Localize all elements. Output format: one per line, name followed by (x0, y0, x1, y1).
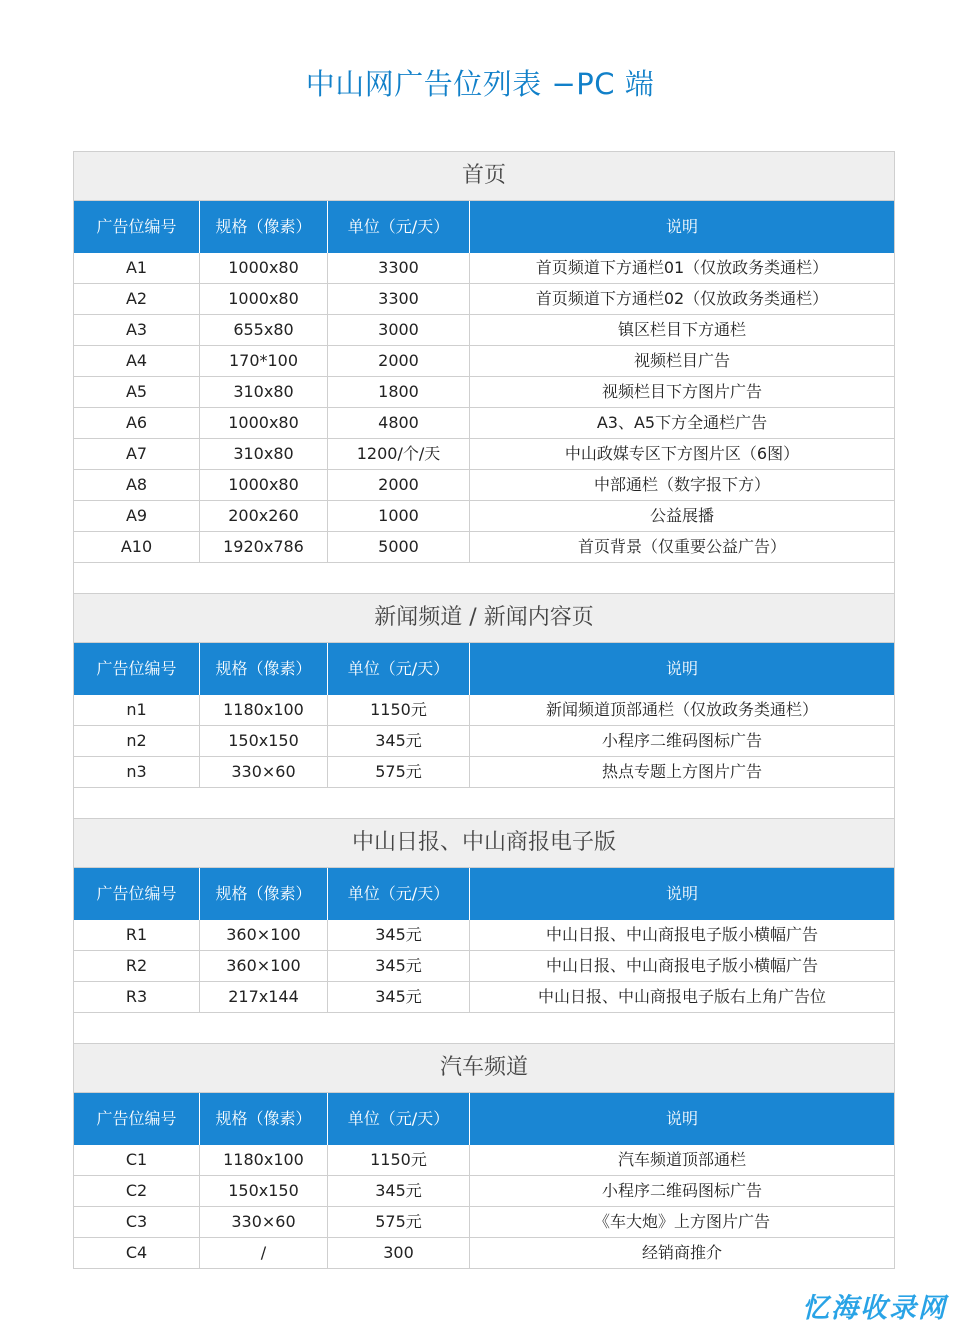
section-spacer (74, 563, 894, 594)
cell-size: 360×100 (200, 920, 328, 950)
table-row (74, 757, 894, 788)
table-row (74, 1207, 894, 1238)
cell-description: 汽车频道顶部通栏 (617, 1150, 746, 1169)
cell-description: 公益展播 (649, 506, 714, 525)
table-row (74, 920, 894, 951)
cell-description: 中山政媒专区下方图片区（6图） (564, 444, 800, 463)
cell-description: 中部通栏（数字报下方） (593, 475, 770, 494)
section-title: 中山日报、中山商报电子版 (74, 819, 894, 868)
cell-price: 345元 (328, 1176, 470, 1206)
cell-price: 1150元 (328, 695, 470, 725)
cell-description: 视频栏目下方图片广告 (601, 382, 762, 401)
cell-id: A7 (74, 439, 200, 469)
cell-size: 170*100 (200, 346, 328, 376)
section-title: 首页 (74, 152, 894, 201)
cell-size: 1000x80 (200, 253, 328, 283)
table-row (74, 1238, 894, 1269)
cell-price: 1800 (328, 377, 470, 407)
section-title: 新闻频道 / 新闻内容页 (74, 594, 894, 643)
cell-price: 345元 (328, 951, 470, 981)
cell-description: 新闻频道顶部通栏（仅放政务类通栏） (545, 700, 818, 719)
table-row (74, 982, 894, 1013)
cell-size: 655x80 (200, 315, 328, 345)
table-row (74, 253, 894, 284)
cell-price: 4800 (328, 408, 470, 438)
header-description: 说明 (665, 1109, 698, 1128)
header-id: 广告位编号 (74, 201, 200, 253)
cell-description: 镇区栏目下方通栏 (617, 320, 746, 339)
cell-price: 300 (328, 1238, 470, 1268)
header-size: 规格（像素） (200, 201, 328, 253)
cell-id: R3 (74, 982, 200, 1012)
cell-description: 中山日报、中山商报电子版右上角广告位 (537, 987, 826, 1006)
cell-price: 3300 (328, 284, 470, 314)
cell-size: 330×60 (200, 757, 328, 787)
table-row (74, 532, 894, 563)
cell-size: 1180x100 (200, 695, 328, 725)
header-id: 广告位编号 (74, 868, 200, 920)
cell-description: 视频栏目广告 (633, 351, 730, 370)
table-row (74, 501, 894, 532)
cell-id: A8 (74, 470, 200, 500)
cell-id: A9 (74, 501, 200, 531)
cell-size: 360×100 (200, 951, 328, 981)
section-auto (74, 1044, 894, 1269)
table-row (74, 377, 894, 408)
header-size: 规格（像素） (200, 868, 328, 920)
cell-description: 中山日报、中山商报电子版小横幅广告 (545, 956, 818, 975)
header-price: 单位（元/天） (328, 643, 470, 695)
table-row (74, 951, 894, 982)
table-row (74, 284, 894, 315)
header-row (74, 643, 894, 695)
section-news (74, 594, 894, 819)
cell-id: C1 (74, 1145, 200, 1175)
header-size: 规格（像素） (200, 1093, 328, 1145)
cell-id: C4 (74, 1238, 200, 1268)
header-row (74, 1093, 894, 1145)
cell-price: 1150元 (328, 1145, 470, 1175)
cell-description: 《车大炮》上方图片广告 (593, 1212, 770, 1231)
table-row (74, 695, 894, 726)
header-size: 规格（像素） (200, 643, 328, 695)
cell-description: 中山日报、中山商报电子版小横幅广告 (545, 925, 818, 944)
cell-price: 1000 (328, 501, 470, 531)
cell-description: A3、A5下方全通栏广告 (596, 413, 768, 432)
cell-price: 5000 (328, 532, 470, 562)
header-description: 说明 (665, 217, 698, 236)
header-description: 说明 (665, 884, 698, 903)
cell-description: 热点专题上方图片广告 (601, 762, 762, 781)
cell-price: 575元 (328, 757, 470, 787)
cell-size: 1000x80 (200, 470, 328, 500)
cell-description: 小程序二维码图标广告 (601, 731, 762, 750)
cell-id: A2 (74, 284, 200, 314)
cell-size: 310x80 (200, 377, 328, 407)
section-epaper (74, 819, 894, 1044)
section-spacer (74, 1013, 894, 1044)
header-id: 广告位编号 (74, 643, 200, 695)
header-row (74, 201, 894, 253)
section-title: 汽车频道 (74, 1044, 894, 1093)
cell-id: C2 (74, 1176, 200, 1206)
ad-slot-table (73, 151, 895, 1269)
table-row (74, 470, 894, 501)
cell-id: C3 (74, 1207, 200, 1237)
cell-description: 小程序二维码图标广告 (601, 1181, 762, 1200)
cell-size: 217x144 (200, 982, 328, 1012)
header-price: 单位（元/天） (328, 201, 470, 253)
section-spacer (74, 788, 894, 819)
table-row (74, 1176, 894, 1207)
table-row (74, 1145, 894, 1176)
table-row (74, 408, 894, 439)
cell-description: 首页频道下方通栏02（仅放政务类通栏） (535, 289, 829, 308)
header-price: 单位（元/天） (328, 1093, 470, 1145)
cell-size: / (200, 1238, 328, 1268)
cell-id: A6 (74, 408, 200, 438)
cell-price: 345元 (328, 726, 470, 756)
cell-id: n2 (74, 726, 200, 756)
page-title: 中山网广告位列表 −PC 端 (305, 67, 655, 101)
cell-id: n3 (74, 757, 200, 787)
cell-price: 2000 (328, 470, 470, 500)
cell-size: 1180x100 (200, 1145, 328, 1175)
header-id: 广告位编号 (74, 1093, 200, 1145)
section-homepage (74, 152, 894, 594)
cell-description: 首页频道下方通栏01（仅放政务类通栏） (535, 258, 829, 277)
cell-price: 575元 (328, 1207, 470, 1237)
cell-id: R1 (74, 920, 200, 950)
cell-price: 3000 (328, 315, 470, 345)
header-row (74, 868, 894, 920)
cell-id: A10 (74, 532, 200, 562)
cell-id: n1 (74, 695, 200, 725)
table-row (74, 315, 894, 346)
header-description: 说明 (665, 659, 698, 678)
cell-description: 首页背景（仅重要公益广告） (577, 537, 786, 556)
cell-size: 150x150 (200, 726, 328, 756)
cell-size: 310x80 (200, 439, 328, 469)
table-row (74, 346, 894, 377)
cell-size: 1920x786 (200, 532, 328, 562)
cell-price: 1200/个/天 (328, 439, 470, 469)
cell-size: 150x150 (200, 1176, 328, 1206)
cell-id: R2 (74, 951, 200, 981)
cell-size: 1000x80 (200, 408, 328, 438)
cell-price: 3300 (328, 253, 470, 283)
cell-size: 200x260 (200, 501, 328, 531)
cell-size: 330×60 (200, 1207, 328, 1237)
table-row (74, 726, 894, 757)
header-price: 单位（元/天） (328, 868, 470, 920)
cell-price: 345元 (328, 920, 470, 950)
cell-id: A5 (74, 377, 200, 407)
cell-price: 345元 (328, 982, 470, 1012)
cell-size: 1000x80 (200, 284, 328, 314)
cell-id: A3 (74, 315, 200, 345)
cell-description: 经销商推介 (641, 1243, 722, 1262)
watermark-logo: 忆海收录网 (802, 1293, 947, 1324)
cell-id: A1 (74, 253, 200, 283)
table-row (74, 439, 894, 470)
cell-price: 2000 (328, 346, 470, 376)
cell-id: A4 (74, 346, 200, 376)
